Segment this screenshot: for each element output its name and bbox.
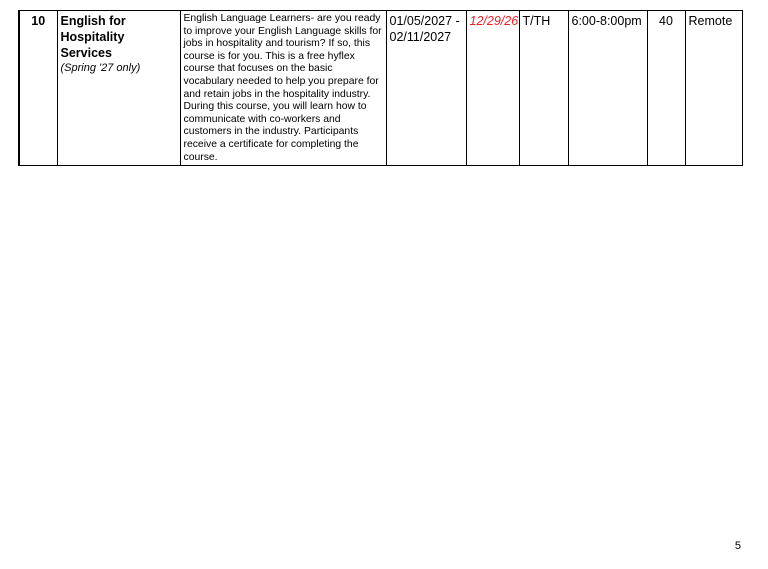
course-location: Remote [685, 11, 742, 166]
registration-deadline: 12/29/26 [466, 11, 519, 166]
course-dates-cell [386, 11, 466, 166]
course-time: 6:00-8:00pm [568, 11, 647, 166]
table-row [19, 11, 742, 166]
start-date: 01/05/2027 - [389, 14, 460, 28]
page-number: 5 [734, 540, 741, 552]
course-number: 10 [19, 11, 57, 166]
end-date: 02/11/2027 [389, 30, 452, 44]
course-hours: 40 [647, 11, 685, 166]
availability-note: (Spring '27 only) [60, 62, 141, 74]
course-table [18, 10, 743, 166]
course-title: English for Hospitality Services [60, 14, 126, 60]
course-days: T/TH [519, 11, 568, 166]
course-description: English Language Learners- are you ready to improve your English Language skills for jobs in hospitality and tourism? If so, this course is for you. This is a free hyflex course that focuses on the basic vocabulary needed to help you prepare for and retain jobs in the hospitality industry. During this course, you will learn how to communicate with co-workers and customers in the industry. Participants receive a certificate for completing the course. [180, 11, 386, 166]
course-title-cell [57, 11, 180, 166]
